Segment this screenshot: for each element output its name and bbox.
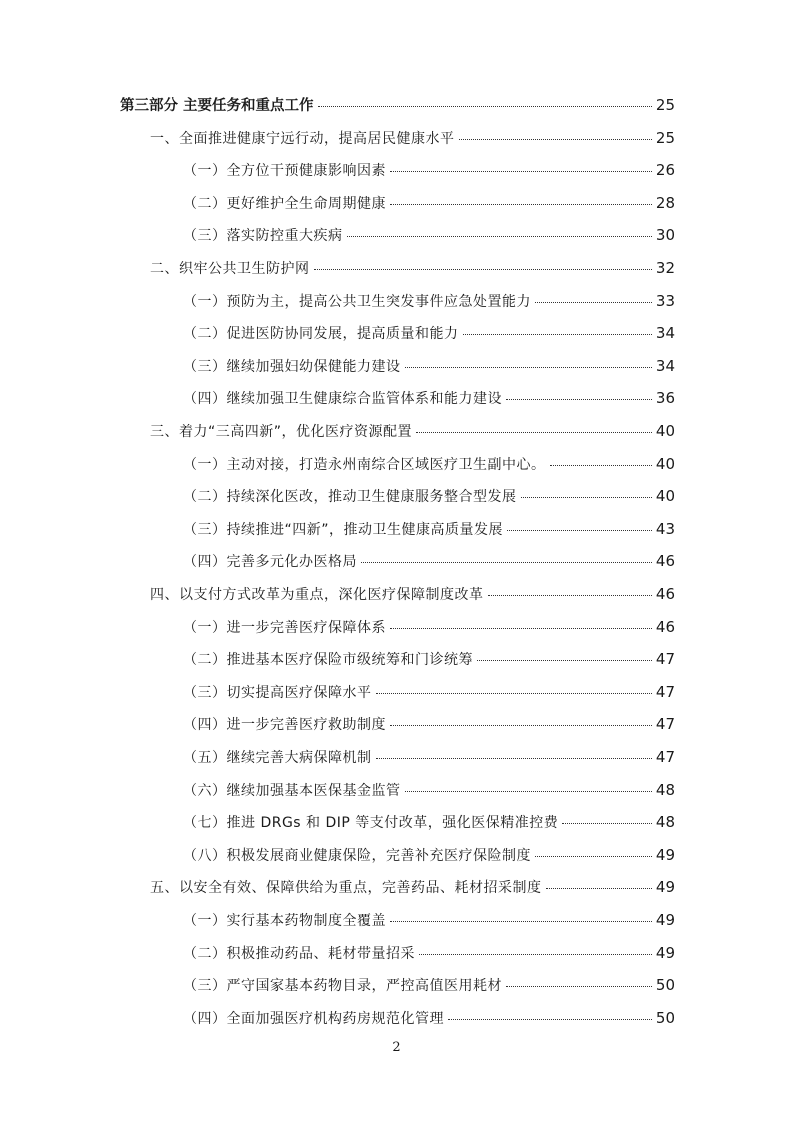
toc-entry-title: （二）更好维护全生命周期健康 <box>183 195 386 212</box>
toc-entry[interactable] <box>0 550 675 572</box>
dot-leader <box>535 852 652 857</box>
toc-entry-title: （三）切实提高医疗保障水平 <box>183 684 372 701</box>
dot-leader <box>390 200 652 205</box>
toc-entry-title: （四）继续加强卫生健康综合监管体系和能力建设 <box>183 391 502 408</box>
toc-entry-title: （四）完善多元化办医格局 <box>183 554 357 571</box>
toc-entry-page: 40 <box>655 422 675 440</box>
toc-entry-page: 48 <box>655 813 675 832</box>
toc-entry-title: （五）继续完善大病保障机制 <box>183 750 372 766</box>
toc-entry[interactable] <box>0 583 675 605</box>
dot-leader <box>314 265 652 270</box>
dot-leader <box>405 363 652 368</box>
dot-leader <box>376 689 652 694</box>
toc-entry-title: 一、全面推进健康宁远行动，提高居民健康水平 <box>150 130 455 147</box>
dot-leader <box>405 787 652 792</box>
toc-entry-page: 26 <box>655 161 675 180</box>
dot-leader <box>390 167 652 172</box>
toc-entry[interactable] <box>0 713 675 735</box>
dot-leader <box>562 819 652 824</box>
toc-entry-page: 49 <box>655 878 675 897</box>
toc-entry[interactable] <box>0 290 675 312</box>
dot-leader <box>550 461 652 466</box>
toc-entry-page: 40 <box>655 487 675 506</box>
toc-entry[interactable] <box>0 159 675 181</box>
toc-entry-page: 48 <box>655 780 675 799</box>
toc-entry-title: （三）落实防控重大疾病 <box>183 228 343 245</box>
toc-entry-page: 25 <box>655 96 675 114</box>
toc-entry[interactable] <box>0 876 675 898</box>
toc-entry[interactable] <box>0 844 675 866</box>
toc-entry-page: 28 <box>655 193 675 212</box>
toc-entry-page: 47 <box>655 682 675 701</box>
toc-entry[interactable] <box>0 974 675 996</box>
toc-entry-page: 46 <box>655 552 675 571</box>
toc-entry-title: （二）持续深化医改，推动卫生健康服务整合型发展 <box>183 489 517 506</box>
dot-leader <box>507 526 652 531</box>
toc-entry-page: 32 <box>655 259 675 277</box>
toc-entry[interactable] <box>0 420 675 442</box>
toc-entry-page: 50 <box>655 1008 675 1027</box>
toc-entry[interactable] <box>0 518 675 540</box>
toc-entry-title: 五、以安全有效、保障供给为重点，完善药品、耗材招采制度 <box>150 880 542 897</box>
toc-entry[interactable] <box>0 811 675 833</box>
toc-entry-page: 30 <box>655 226 675 245</box>
dot-leader <box>535 298 652 303</box>
toc-entry-title: （二）推进基本医疗保险市级统筹和门诊统筹 <box>183 652 473 669</box>
dot-leader <box>521 493 652 498</box>
toc-entry[interactable] <box>0 616 675 638</box>
toc-entry-title: 二、织牢公共卫生防护网 <box>150 261 310 277</box>
toc-entry-page: 49 <box>655 845 675 864</box>
toc-entry[interactable] <box>0 224 675 246</box>
toc-entry-title: （一）全方位干预健康影响因素 <box>183 163 386 180</box>
toc-entry-title: （八）积极发展商业健康保险，完善补充医疗保险制度 <box>183 847 531 864</box>
dot-leader <box>390 917 652 922</box>
dot-leader <box>419 950 652 955</box>
toc-entry[interactable] <box>0 192 675 214</box>
toc-entry-page: 49 <box>655 911 675 929</box>
dot-leader <box>477 656 652 661</box>
toc-entry[interactable] <box>0 485 675 507</box>
toc-entry-page: 47 <box>655 715 675 734</box>
toc-entry[interactable] <box>0 94 675 116</box>
toc-entry-page: 43 <box>655 519 675 538</box>
page-number: 2 <box>392 1040 401 1055</box>
toc-entry-title: 四、以支付方式改革为重点，深化医疗保障制度改革 <box>150 587 484 603</box>
toc-entry-title: （三）严守国家基本药物目录，严控高值医用耗材 <box>183 978 502 995</box>
toc-entry[interactable] <box>0 648 675 670</box>
toc-entry-title: （一）主动对接，打造永州南综合区域医疗卫生副中心。 <box>183 456 546 473</box>
toc-entry-page: 34 <box>655 324 675 343</box>
toc-entry[interactable] <box>0 453 675 475</box>
toc-entry[interactable] <box>0 942 675 964</box>
dot-leader <box>347 232 652 237</box>
dot-leader <box>546 884 652 889</box>
dot-leader <box>361 558 652 563</box>
toc-entry-title: （二）促进医防协同发展，提高质量和能力 <box>183 326 459 343</box>
toc-entry-page: 46 <box>655 585 675 603</box>
toc-entry[interactable] <box>0 387 675 409</box>
toc-entry[interactable] <box>0 355 675 377</box>
toc-entry[interactable] <box>0 909 675 931</box>
toc-entry-page: 47 <box>655 748 675 766</box>
toc-entry-page: 36 <box>655 389 675 408</box>
toc-entry-title: （一）进一步完善医疗保障体系 <box>183 619 386 636</box>
toc-entry-page: 49 <box>655 943 675 962</box>
toc-entry-page: 33 <box>655 291 675 310</box>
toc-entry[interactable] <box>0 322 675 344</box>
toc-entry[interactable] <box>0 681 675 703</box>
dot-leader <box>318 102 652 107</box>
toc-entry-title: 三、着力“三高四新”，优化医疗资源配置 <box>150 424 413 440</box>
toc-entry[interactable] <box>0 1007 675 1029</box>
toc-entry[interactable] <box>0 779 675 801</box>
toc-entry-title: （四）全面加强医疗机构药房规范化管理 <box>183 1010 444 1027</box>
toc-entry-title: （一）预防为主，提高公共卫生突发事件应急处置能力 <box>183 293 531 310</box>
dot-leader <box>448 1015 652 1020</box>
dot-leader <box>390 721 652 726</box>
dot-leader <box>506 982 652 987</box>
toc-entry-page: 47 <box>655 650 675 669</box>
dot-leader <box>416 428 652 433</box>
toc-entry-page: 46 <box>655 617 675 636</box>
toc-entry-page: 40 <box>655 454 675 473</box>
dot-leader <box>463 330 652 335</box>
dot-leader <box>390 624 652 629</box>
toc-entry-title: （七）推进 DRGs 和 DIP 等支付改革，强化医保精准控费 <box>183 815 559 832</box>
dot-leader <box>376 754 652 759</box>
toc-entry-title: （四）进一步完善医疗救助制度 <box>183 717 386 734</box>
toc-entry-page: 34 <box>655 356 675 375</box>
toc-entry[interactable] <box>0 127 675 149</box>
toc-entry[interactable] <box>0 746 675 768</box>
dot-leader <box>506 395 652 400</box>
toc-entry-title: 第三部分 主要任务和重点工作 <box>120 98 314 114</box>
toc-entry-page: 25 <box>655 128 675 147</box>
toc-entry-title: （三）持续推进“四新”，推动卫生健康高质量发展 <box>183 521 504 538</box>
toc-entry-page: 50 <box>655 976 675 995</box>
dot-leader <box>488 591 652 596</box>
toc-entry-title: （二）积极推动药品、耗材带量招采 <box>183 945 415 962</box>
toc-entry[interactable] <box>0 257 675 279</box>
toc-entry-title: （六）继续加强基本医保基金监管 <box>183 782 401 799</box>
toc-entry-title: （一）实行基本药物制度全覆盖 <box>183 913 386 929</box>
toc-entry-title: （三）继续加强妇幼保健能力建设 <box>183 358 401 375</box>
dot-leader <box>459 135 652 140</box>
